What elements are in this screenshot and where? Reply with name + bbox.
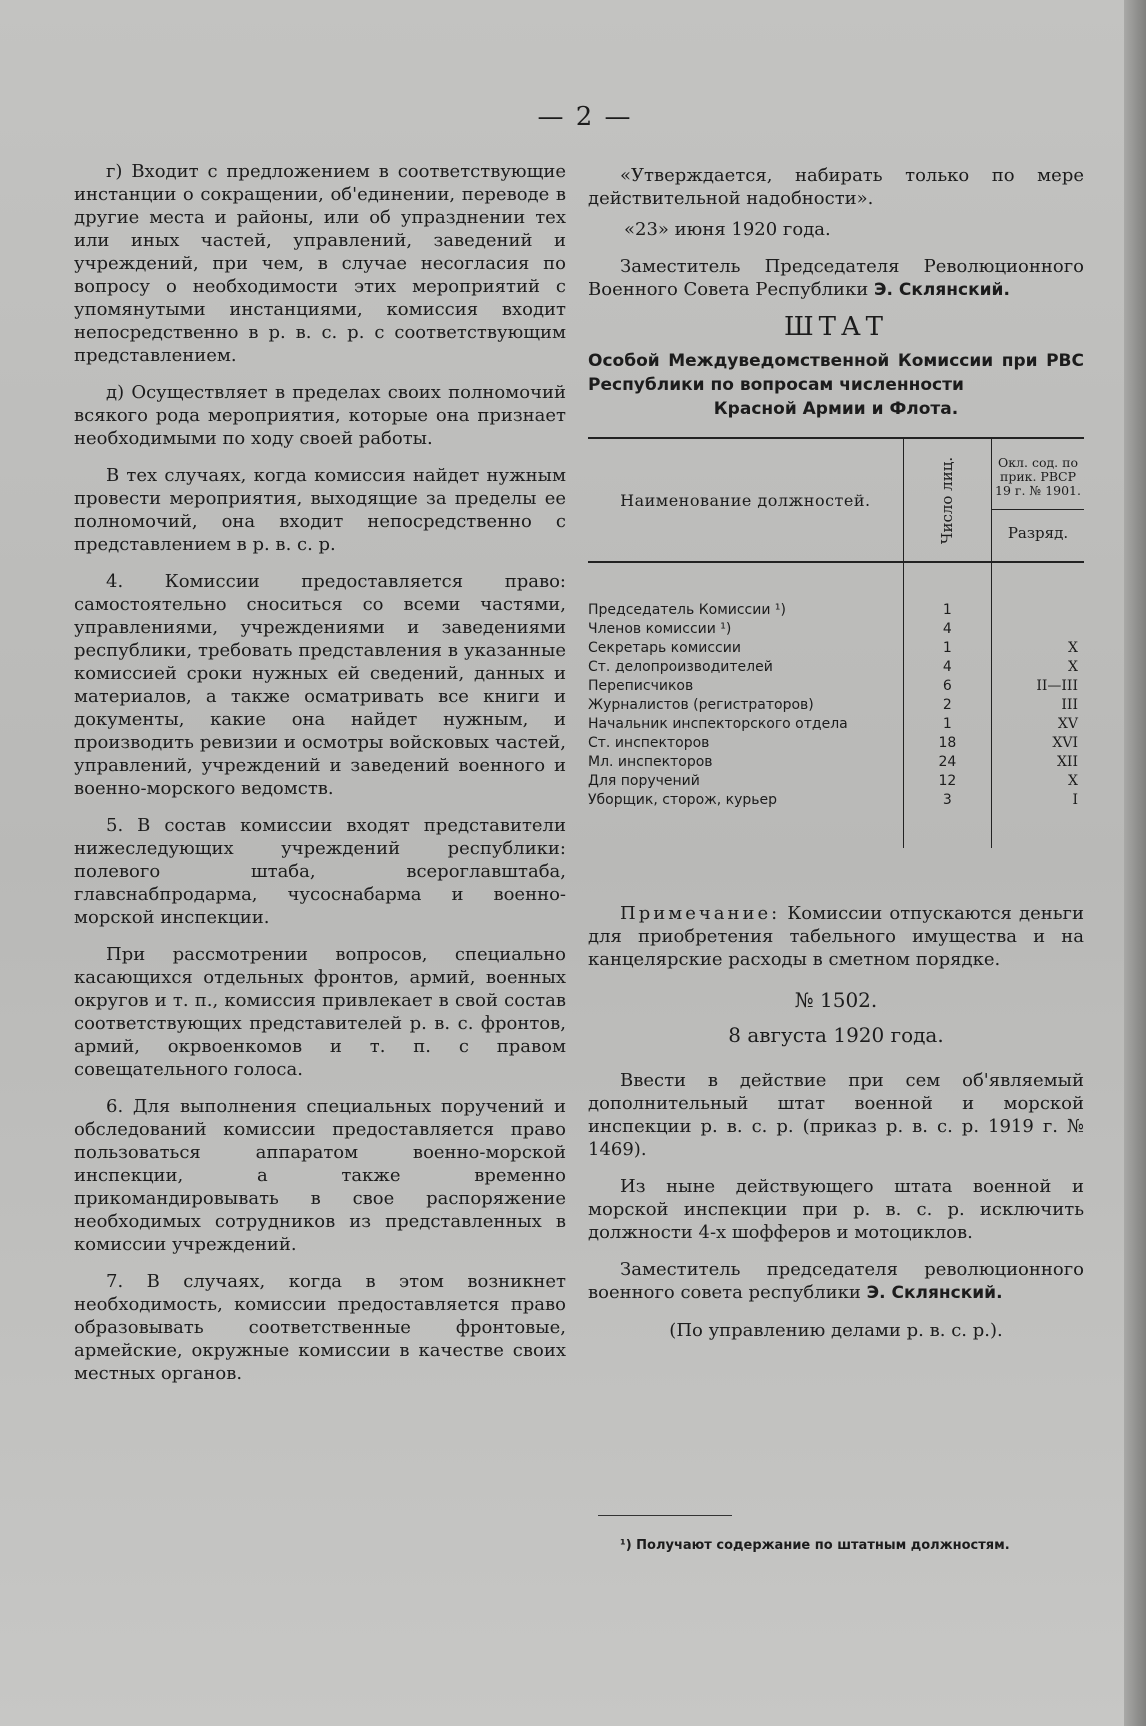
note (588, 902, 1084, 971)
position-name: Уборщик, сторож, курьер (588, 792, 778, 808)
position-count: 2 (903, 696, 991, 715)
order-office: (По управлению делами р. в. с. р.). (669, 1320, 1003, 1341)
table-row (588, 601, 1084, 620)
deputy-signature (588, 255, 1084, 302)
position-name: Членов комиссии ¹) (588, 621, 732, 637)
approval-date: «23» июня 1920 года. (624, 219, 831, 240)
table-row (588, 772, 1084, 791)
table-row (588, 696, 1084, 715)
left-column (74, 160, 566, 1399)
paragraph-6: 6. Для выполнения специальных поручений и обследований комиссии предоставляется право пользоваться аппаратом военно-морской инспекции, а также временно прикомандировывать в свое распоряжение необходимых сотрудников из представленных в комиссии учреждений. (74, 1096, 566, 1255)
order-paragraph-1: Ввести в действие при сем об'являемый дополнительный штат военной и морской инспекции р. в. с. р. (приказ р. в. с. р. 1919 г. № 1469). (588, 1070, 1084, 1160)
shtat-subtitle-main: Особой Междуведомственной Комиссии при РВС Республики по вопросам численности (588, 351, 1084, 395)
shtat-title: ШТАТ (783, 312, 889, 342)
paragraph-d: д) Осуществляет в пределах своих полномочий всякого рода мероприятия, которые она признает необходимыми по ходу своей работы. (74, 382, 566, 449)
position-count: 12 (903, 772, 991, 791)
position-grade: X (1068, 640, 1078, 656)
position-grade: XII (1056, 754, 1078, 770)
paragraph-beyond-powers: В тех случаях, когда комиссия найдет нужным провести мероприятия, выходящие за пределы ее полномочий, она входит непосредственно с представлением в р. в. с. р. (74, 465, 566, 555)
staff-table (588, 437, 1084, 848)
position-count: 4 (903, 620, 991, 639)
shtat-subtitle (588, 349, 1084, 421)
table-row (588, 620, 1084, 639)
position-grade (992, 620, 1085, 639)
position-grade: X (1068, 773, 1078, 789)
note-text: Комиссии отпускаются деньги для приобретения табельного имущества и на канцелярские расходы в сметном порядке. (588, 903, 1084, 970)
position-name: Ст. инспекторов (588, 735, 710, 751)
binding-edge (1124, 0, 1146, 1726)
position-count: 4 (903, 658, 991, 677)
order-number: № 1502. (794, 988, 878, 1012)
position-name: Секретарь комиссии (588, 640, 741, 656)
position-grade: X (1068, 659, 1078, 675)
table-row (588, 753, 1084, 772)
table-row (588, 715, 1084, 734)
order-signature (588, 1258, 1084, 1305)
table-row (588, 734, 1084, 753)
header-grade: Разряд. (1007, 524, 1069, 542)
paragraph-g: г) Входит с предложением в соответствующие инстанции о сокращении, об'единении, переводе в другие места и районы, или об упразднении тех или иных частей, управлений, заведений и учреждений, при чем, в случае несогласия по вопросу о необходимости этих мероприятий с упомянутыми инстанциями, комиссия входит непосредственно в р. в. с. р. с соответствующим представлением. (74, 161, 566, 366)
position-count: 1 (903, 601, 991, 620)
table-row (588, 791, 1084, 810)
position-grade (992, 601, 1085, 620)
position-grade: XVI (1052, 735, 1078, 751)
paragraph-fronts: При рассмотрении вопросов, специально касающихся отдельных фронтов, армий, военных округов и т. п., комиссия привлекает в свой состав соответствующих представителей р. в. с. фронтов, армий, окрвоенкомов и т. п. с правом совещательного голоса. (74, 944, 566, 1080)
position-grade: I (1072, 792, 1078, 808)
order-deputy-title: Заместитель председателя революционного военного совета республики (588, 1259, 1084, 1303)
position-count: 6 (903, 677, 991, 696)
shtat-subtitle-last: Красной Армии и Флота. (713, 399, 959, 419)
position-count: 1 (903, 639, 991, 658)
position-count: 1 (903, 715, 991, 734)
position-name: Переписчиков (588, 678, 694, 694)
position-name: Начальник инспекторского отдела (588, 716, 848, 732)
table-row (588, 639, 1084, 658)
footnote-divider (598, 1515, 732, 1516)
position-name: Для поручений (588, 773, 700, 789)
right-column (588, 164, 1084, 1356)
position-grade: III (1061, 697, 1078, 713)
deputy-name: Э. Склянский. (874, 280, 1010, 300)
table-row (588, 677, 1084, 696)
paragraph-7: 7. В случаях, когда в этом возникнет необходимость, комиссии предоставляется право образовывать соответственные фронтовые, армейские, окружные комиссии в качестве своих местных органов. (74, 1271, 566, 1384)
table-row (588, 658, 1084, 677)
paragraph-5: 5. В состав комиссии входят представители нижеследующих учреждений республики: полевого штаба, всероглавштаба, главснабпродарма, чусоснабарма и военно-морской инспекции. (74, 815, 566, 928)
order-paragraph-2: Из ныне действующего штата военной и морской инспекции при р. в. с. р. исключить должности 4-х шофферов и мотоциклов. (588, 1176, 1084, 1243)
header-pay-order: Окл. сод. по прик. РВСР 19 г. № 1901. (992, 450, 1084, 510)
order-deputy-name: Э. Склянский. (866, 1283, 1003, 1303)
order-date: 8 августа 1920 года. (728, 1023, 944, 1047)
deputy-title: Заместитель Председателя Революционного Военного Совета Республики (588, 256, 1084, 300)
position-count: 3 (903, 791, 991, 810)
header-count-label: Число лиц. (937, 456, 956, 544)
position-name: Мл. инспекторов (588, 754, 713, 770)
position-count: 18 (903, 734, 991, 753)
header-pay (992, 438, 1085, 562)
position-name: Журналистов (регистраторов) (588, 697, 814, 713)
header-position-name: Наименование должностей. (588, 438, 903, 562)
header-count (903, 438, 991, 562)
page-number: — 2 — (537, 102, 633, 132)
approval-text: «Утверждается, набирать только по мере действительной надобности». (588, 165, 1084, 209)
note-label: Примечание: (620, 903, 781, 924)
position-count: 24 (903, 753, 991, 772)
position-grade: II—III (1036, 678, 1078, 694)
position-name: Ст. делопроизводителей (588, 659, 773, 675)
paragraph-4: 4. Комиссии предоставляется право: самостоятельно сноситься со всеми частями, управлениями, учреждениями и заведениями республики, требовать представления в указанные комиссией сроки нужных ей сведений, данных и материалов, а также осматривать все книги и документы, какие она найдет нужным, и производить ревизии и осмотры войсковых частей, управлений, учреждений и заведений военного и военно-морского ведомств. (74, 571, 566, 799)
position-name: Председатель Комиссии ¹) (588, 602, 786, 618)
footnote: ¹) Получают содержание по штатным должностям. (620, 1538, 1010, 1553)
position-grade: XV (1057, 716, 1078, 732)
